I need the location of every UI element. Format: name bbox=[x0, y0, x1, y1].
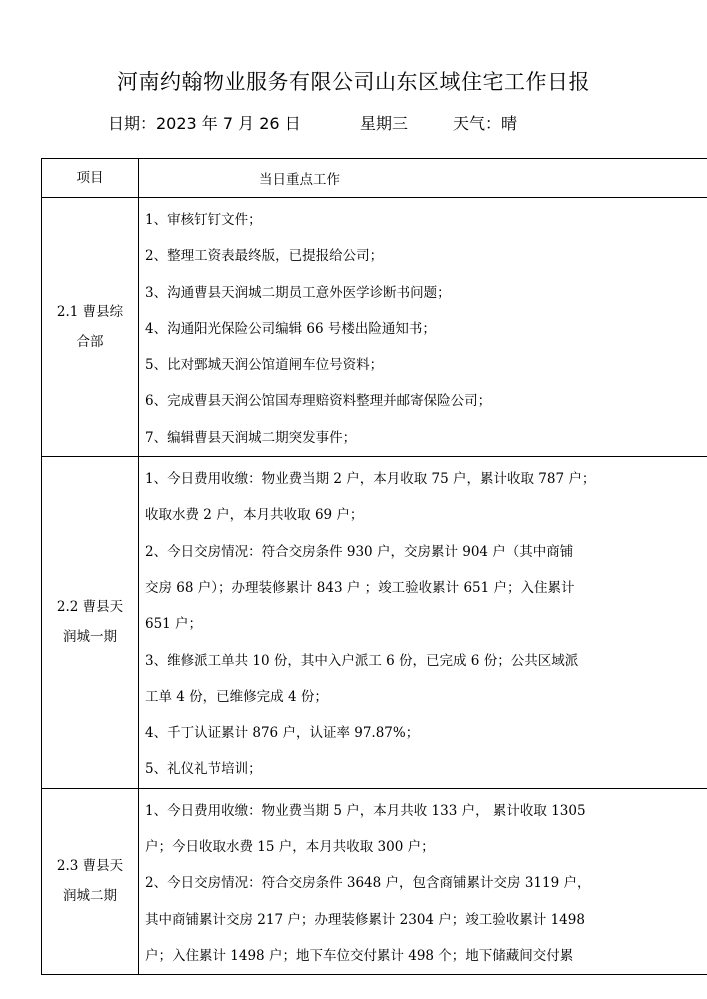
work-report-table bbox=[41, 158, 707, 975]
section-name bbox=[42, 457, 139, 789]
work-line: 户；入住累计 1498 户；地下车位交付累计 498 个；地下储藏间交付累 bbox=[145, 947, 574, 964]
section-work bbox=[139, 198, 707, 457]
work-line: 5、礼仪礼节培训； bbox=[145, 761, 262, 778]
work-line: 651 户； bbox=[145, 616, 203, 633]
section-name-line: 合部 bbox=[76, 334, 104, 351]
report-date: 日期：2023 年 7 月 26 日 bbox=[108, 114, 301, 133]
work-line: 2、今日交房情况：符合交房条件 930 户，交房累计 904 户（其中商铺 bbox=[145, 543, 574, 560]
work-line: 其中商铺累计交房 217 户；办理装修累计 2304 户；竣工验收累计 1498 bbox=[145, 911, 585, 928]
section-name bbox=[42, 788, 139, 974]
work-line: 2、整理工资表最终版，已提报给公司； bbox=[145, 248, 384, 265]
work-line: 7、编辑曹县天润城二期突发事件； bbox=[145, 429, 357, 446]
work-line: 6、完成曹县天润公馆国寿理赔资料整理并邮寄保险公司； bbox=[145, 393, 492, 410]
section-name-line: 2.2 曹县天 bbox=[56, 599, 124, 616]
table-row-section-3 bbox=[42, 788, 707, 974]
header-item: 项目 bbox=[42, 159, 139, 198]
work-line: 2、今日交房情况：符合交房条件 3648 户，包含商铺累计交房 3119 户， bbox=[145, 875, 591, 892]
header-work: 当日重点工作 bbox=[139, 159, 707, 198]
table-header-row bbox=[42, 159, 707, 198]
section-name bbox=[42, 198, 139, 457]
report-weekday: 星期三 bbox=[360, 114, 409, 133]
work-line: 1、审核钉钉文件； bbox=[145, 212, 262, 228]
section-name-line: 润城二期 bbox=[63, 888, 117, 905]
report-weather: 天气：晴 bbox=[453, 114, 518, 133]
section-work bbox=[139, 457, 707, 789]
section-name-line: 2.1 曹县综 bbox=[56, 304, 124, 321]
work-line: 4、沟通阳光保险公司编辑 66 号楼出险通知书； bbox=[145, 320, 436, 337]
work-line: 4、千丁认证累计 876 户，认证率 97.87%； bbox=[145, 725, 420, 742]
work-line: 工单 4 份，已维修完成 4 份； bbox=[145, 688, 328, 705]
section-work bbox=[139, 788, 707, 974]
work-line: 交房 68 户）；办理装修累计 843 户 ；竣工验收累计 651 户；入住累计 bbox=[145, 579, 575, 596]
work-line: 1、今日费用收缴：物业费当期 2 户，本月收取 75 户，累计收取 787 户； bbox=[145, 471, 596, 488]
section-name-line: 2.3 曹县天 bbox=[56, 858, 124, 875]
section-name-line: 润城一期 bbox=[63, 629, 117, 646]
table-row-section-1 bbox=[42, 198, 707, 457]
work-line: 3、沟通曹县天润城二期员工意外医学诊断书问题； bbox=[145, 284, 451, 301]
table-row-section-2 bbox=[42, 457, 707, 789]
work-line: 3、维修派工单共 10 份，其中入户派工 6 份，已完成 6 份；公共区域派 bbox=[145, 652, 579, 669]
work-line: 1、今日费用收缴：物业费当期 5 户，本月共收 133 户， 累计收取 1305 bbox=[145, 802, 586, 819]
report-title: 河南约翰物业服务有限公司山东区域住宅工作日报 bbox=[117, 70, 590, 94]
work-line: 户；今日收取水费 15 户，本月共收取 300 户； bbox=[145, 839, 435, 856]
work-line: 收取水费 2 户，本月共收取 69 户； bbox=[145, 507, 364, 524]
work-line: 5、比对鄄城天润公馆道闸车位号资料； bbox=[145, 357, 384, 374]
